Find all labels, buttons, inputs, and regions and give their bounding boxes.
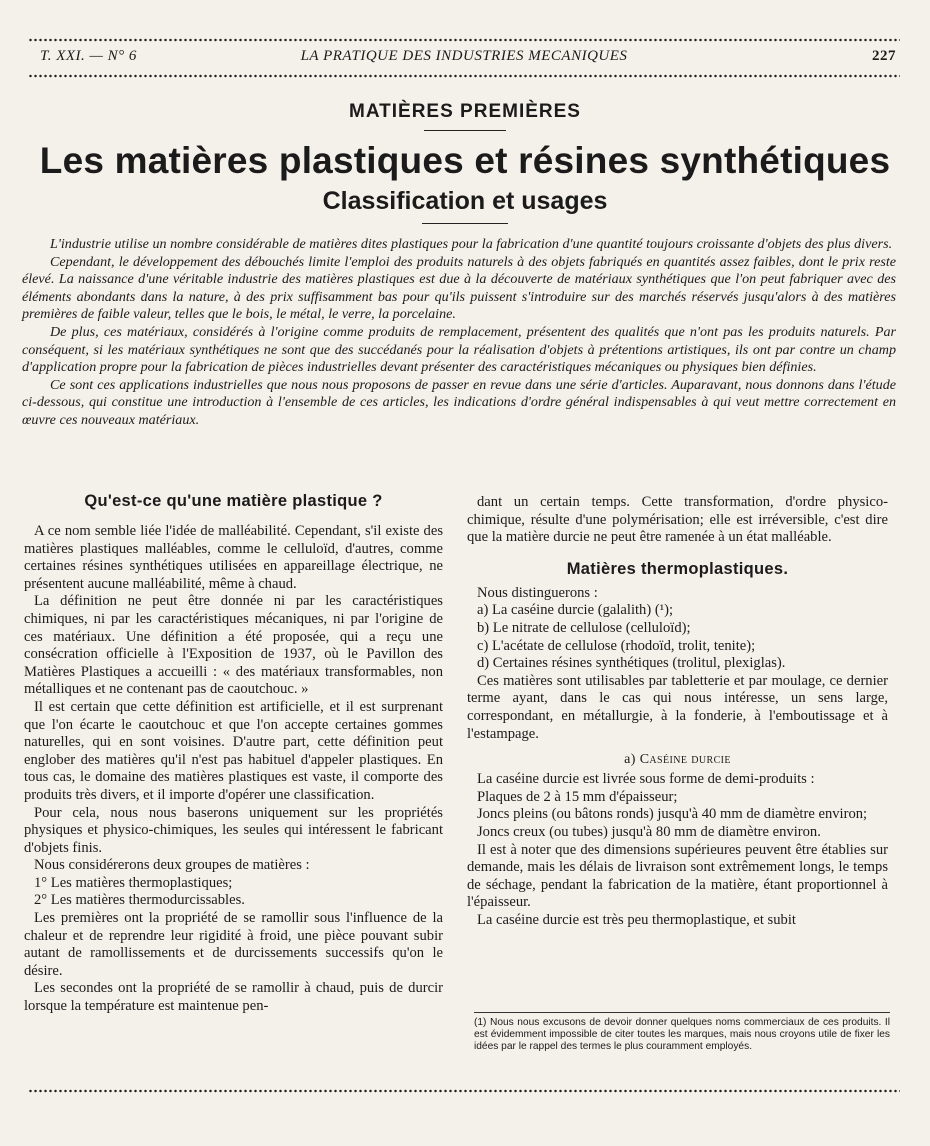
kicker-underline [424, 130, 506, 131]
subsection-letter: a) [624, 752, 636, 768]
paragraph: Joncs pleins (ou bâtons ronds) jusqu'à 40 mm de diamètre environ; [477, 806, 868, 823]
bottom-dotted-rule [28, 1089, 900, 1093]
right-column [467, 494, 888, 929]
list-item: 1° Les matières thermoplastiques; [34, 874, 233, 891]
article-title: Les matières plastiques et résines synthétiques [39, 140, 891, 181]
list-item: b) Le nitrate de cellulose (celluloïd); [477, 619, 691, 636]
article-intro [22, 236, 896, 430]
article-subtitle: Classification et usages [322, 187, 608, 215]
top-dotted-rule [28, 38, 900, 42]
intro-paragraph: L'industrie utilise un nombre considérable de matières dites plastiques pour la fabrication d'une quantité toujours croissante d'objets des plus divers. [50, 236, 893, 252]
paragraph: A ce nom semble liée l'idée de malléabilité. Cependant, s'il existe des matières plastiques malléables, comme le celluloïd, d'autres, comme certaines résines synthétiques utilisées en appareillage électrique, ne présentent aucune malléabilité, même à chaud. [24, 523, 443, 592]
intro-paragraph: Ce sont ces applications industrielles que nous nous proposons de passer en revue dans une série d'articles. Auparavant, nous donnons dans l'étude ci-dessous, qui constitue une introduction à l'ensemble de ces articles, les indications d'ordre général indispensables à qui veut mettre correctement en œuvre ces nouveaux matériaux. [22, 376, 896, 428]
intro-paragraph: De plus, ces matériaux, considérés à l'origine comme produits de remplacement, présentent des qualités que n'ont pas les produits naturels. Par conséquent, si les matériaux synthétiques ne sont que des succédanés pour la réalisation d'objets à prétentions artistiques, ils ont par contre un champ d'application propre pour la fabrication de pièces industrielles devant présenter des caractéristiques mécaniques ou physiques bien définies. [22, 323, 896, 376]
paragraph: Pour cela, nous nous baserons uniquement sur les propriétés physiques et physico-chimiques, les seules qui intéressent le fabricant d'objets finis. [24, 804, 443, 856]
page-number: 227 [872, 48, 896, 64]
volume-number: T. XXI. — N° 6 [40, 48, 137, 64]
paragraph: Nous considérerons deux groupes de matières : [34, 857, 310, 874]
footnote: (1) Nous nous excusons de devoir donner quelques noms commerciaux de ces produits. Il est évidemment impossible de citer toutes les marques, mais nous croyons utile de fixer les idées par le rappel des termes le plus couramment employés. [474, 1017, 890, 1053]
paragraph: La caséine durcie est livrée sous forme de demi-produits : [477, 771, 815, 788]
subtitle-underline [422, 223, 508, 224]
subsection-title: Caséine durcie [639, 752, 731, 768]
subsection-heading [467, 751, 888, 771]
paragraph: dant un certain temps. Cette transformation, d'ordre physico-chimique, résulte d'une polymérisation; elle est irréversible, c'est dire que la matière durcie ne peut être ramenée à un état malléable. [467, 494, 888, 546]
section-heading: Matières thermoplastiques. [566, 559, 789, 578]
intro-paragraph: Cependant, le développement des débouchés limite l'emploi des produits naturels à des objets fabriqués en quantités assez faibles, dont le prix reste élevé. La naissance d'une véritable industrie des matières plastiques est due à la découverte de matériaux synthétiques que l'on peut fabriquer avec des éléments abondants dans la nature, à des prix suffisamment bas pour qu'ils puissent s'introduire sur des marchés réservés jusqu'alors à des matières premières de faible valeur, telles que le bois, le métal, le verre, la porcelaine. [22, 253, 896, 323]
journal-title: LA PRATIQUE DES INDUSTRIES MECANIQUES [300, 48, 628, 64]
list-item: d) Certaines résines synthétiques (trolitul, plexiglas). [477, 655, 786, 672]
left-column [24, 493, 443, 1016]
header-dotted-rule [28, 74, 900, 78]
list-item: c) L'acétate de cellulose (rhodoïd, trolit, tenite); [477, 637, 756, 654]
paragraph: Plaques de 2 à 15 mm d'épaisseur; [477, 788, 678, 805]
paragraph: Les premières ont la propriété de se ramollir sous l'influence de la chaleur et de reprendre leur rigidité à froid, une pièce pouvant subir autant de ramollissements et de durcissements successifs qu'on le désire. [24, 910, 443, 979]
list-item: a) La caséine durcie (galalith) (¹); [477, 602, 674, 619]
paragraph: Joncs creux (ou tubes) jusqu'à 80 mm de diamètre environ. [477, 823, 821, 840]
paragraph: La définition ne peut être donnée ni par les caractéristiques chimiques, ni par les caractéristiques mécaniques, ni par l'origine de ces matériaux. Une définition a été proposée, qui a reçu une consécration officielle à l'Exposition de 1937, où le Pavillon des Matières Plastiques a accueilli : « des matériaux transformables, non métalliques et ne contenant pas de caoutchouc. » [24, 593, 443, 698]
footnote-rule [474, 1012, 890, 1013]
section-heading: Qu'est-ce qu'une matière plastique ? [84, 492, 383, 510]
paragraph: Nous distinguerons : [477, 584, 598, 601]
list-item: 2° Les matières thermodurcissables. [34, 892, 245, 909]
paragraph: Il est certain que cette définition est artificielle, et il est surprenant que l'on écarte le caoutchouc et que l'on accepte certaines gommes naturelles, qui en sont voisines. D'autre part, cette définition peut englober des matières qu'il n'est pas habituel d'appeler plastiques. En tous cas, le domaine des matières plastiques est vaste, il comporte des produits très divers, et il importe d'opérer une classification. [24, 698, 443, 803]
paragraph: Ces matières sont utilisables par tabletterie et par moulage, ce dernier terme ayant, dans le cas qui nous intéresse, un sens large, correspondant, en métallurgie, à la fonderie, à l'emboutissage et à l'estampage. [467, 672, 888, 742]
paragraph: La caséine durcie est très peu thermoplastique, et subit [477, 911, 796, 928]
paragraph: Les secondes ont la propriété de se ramollir à chaud, puis de durcir lorsque la température est maintenue pen- [24, 980, 443, 1015]
paragraph: Il est à noter que des dimensions supérieures peuvent être établies sur demande, mais les délais de livraison sont extrêmement longs, le temps de séchage, pendant la fabrication de la matière, étant proportionnel à l'épaisseur. [467, 841, 888, 911]
section-kicker: MATIÈRES PREMIÈRES [349, 101, 581, 122]
running-header [28, 48, 900, 68]
